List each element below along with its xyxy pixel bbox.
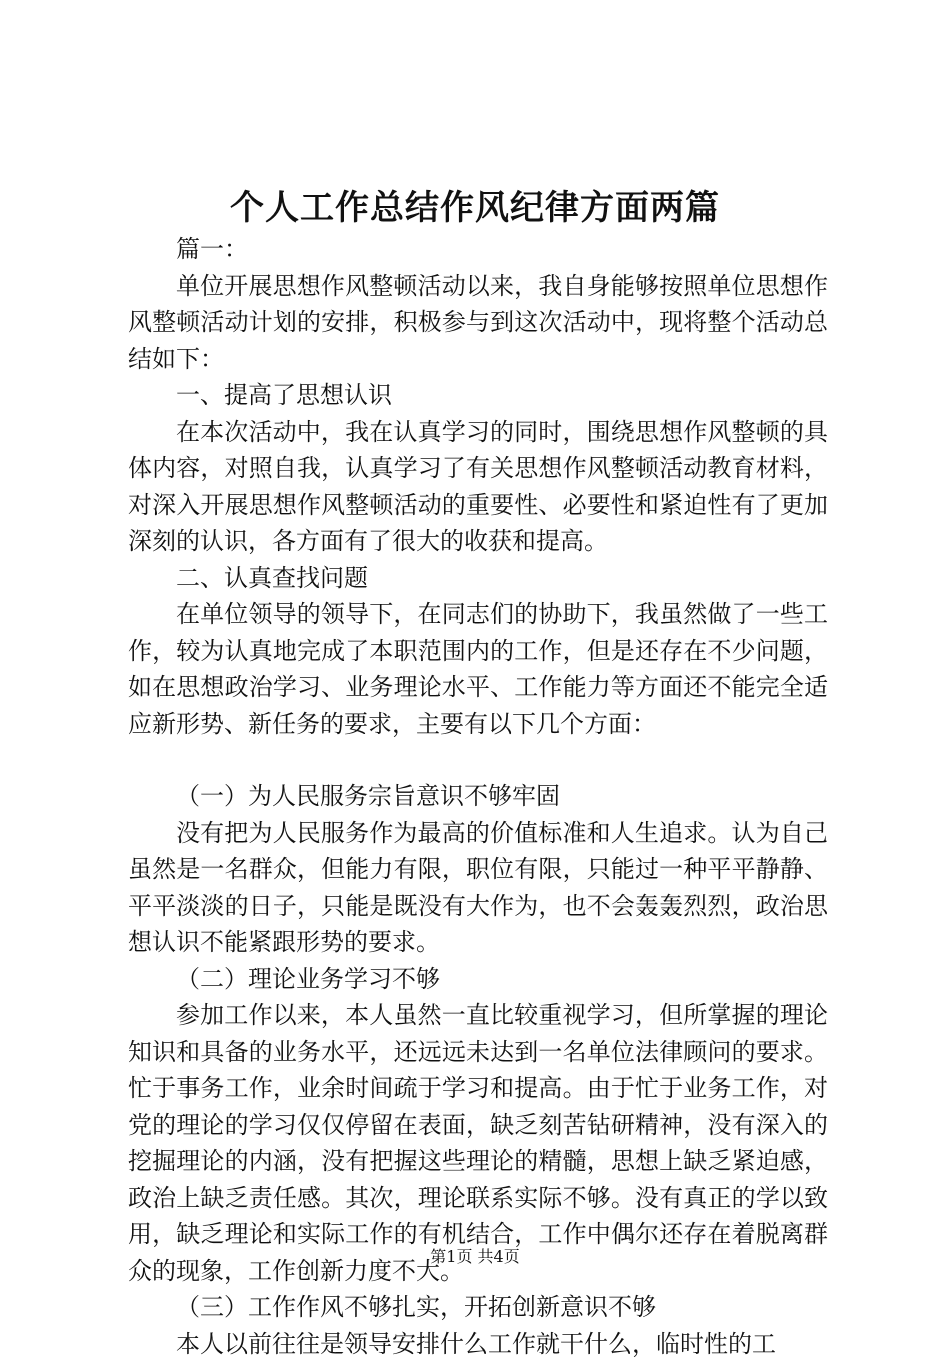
body-paragraph: 单位开展思想作风整顿活动以来，我自身能够按照单位思想作风整顿活动计划的安排，积极参与到这次活动中，现将整个活动总结如下：: [128, 268, 828, 378]
document-title: 个人工作总结作风纪律方面两篇: [0, 184, 950, 232]
body-paragraph: 在本次活动中，我在认真学习的同时，围绕思想作风整顿的具体内容，对照自我，认真学习了有关思想作风整顿活动教育材料，对深入开展思想作风整顿活动的重要性、必要性和紧迫性有了更加深刻的认识，各方面有了很大的收获和提高。: [128, 414, 828, 560]
section-label: 篇一：: [128, 231, 828, 268]
body-paragraph: 没有把为人民服务作为最高的价值标准和人生追求。认为自己虽然是一名群众，但能力有限，职位有限，只能过一种平平静静、平平淡淡的日子，只能是既没有大作为，也不会轰轰烈烈，政治思想认识不能紧跟形势的要求。: [128, 815, 828, 961]
document-body: [128, 231, 828, 1362]
body-paragraph: 参加工作以来，本人虽然一直比较重视学习，但所掌握的理论知识和具备的业务水平，还远远未达到一名单位法律顾问的要求。忙于事务工作，业余时间疏于学习和提高。由于忙于业务工作，对党的理论的学习仅仅停留在表面，缺乏刻苦钻研精神，没有深入的挖掘理论的内涵，没有把握这些理论的精髓，思想上缺乏紧迫感，政治上缺乏责任感。其次，理论联系实际不够。没有真正的学以致用，缺乏理论和实际工作的有机结合，工作中偶尔还存在着脱离群众的现象，工作创新力度不大。: [128, 997, 828, 1289]
subsection-heading: （二）理论业务学习不够: [128, 961, 828, 998]
page-footer: 第1页 共4页: [0, 1246, 950, 1268]
section-heading: 一、提高了思想认识: [128, 377, 828, 414]
subsection-heading: （三）工作作风不够扎实，开拓创新意识不够: [128, 1289, 828, 1326]
subsection-heading: （一）为人民服务宗旨意识不够牢固: [128, 778, 828, 815]
section-heading: 二、认真查找问题: [128, 560, 828, 597]
body-paragraph: 在单位领导的领导下，在同志们的协助下，我虽然做了一些工作，较为认真地完成了本职范围内的工作，但是还存在不少问题，如在思想政治学习、业务理论水平、工作能力等方面还不能完全适应新形势、新任务的要求，主要有以下几个方面：: [128, 596, 828, 742]
body-paragraph: 本人以前往往是领导安排什么工作就干什么，临时性的工: [128, 1326, 828, 1362]
